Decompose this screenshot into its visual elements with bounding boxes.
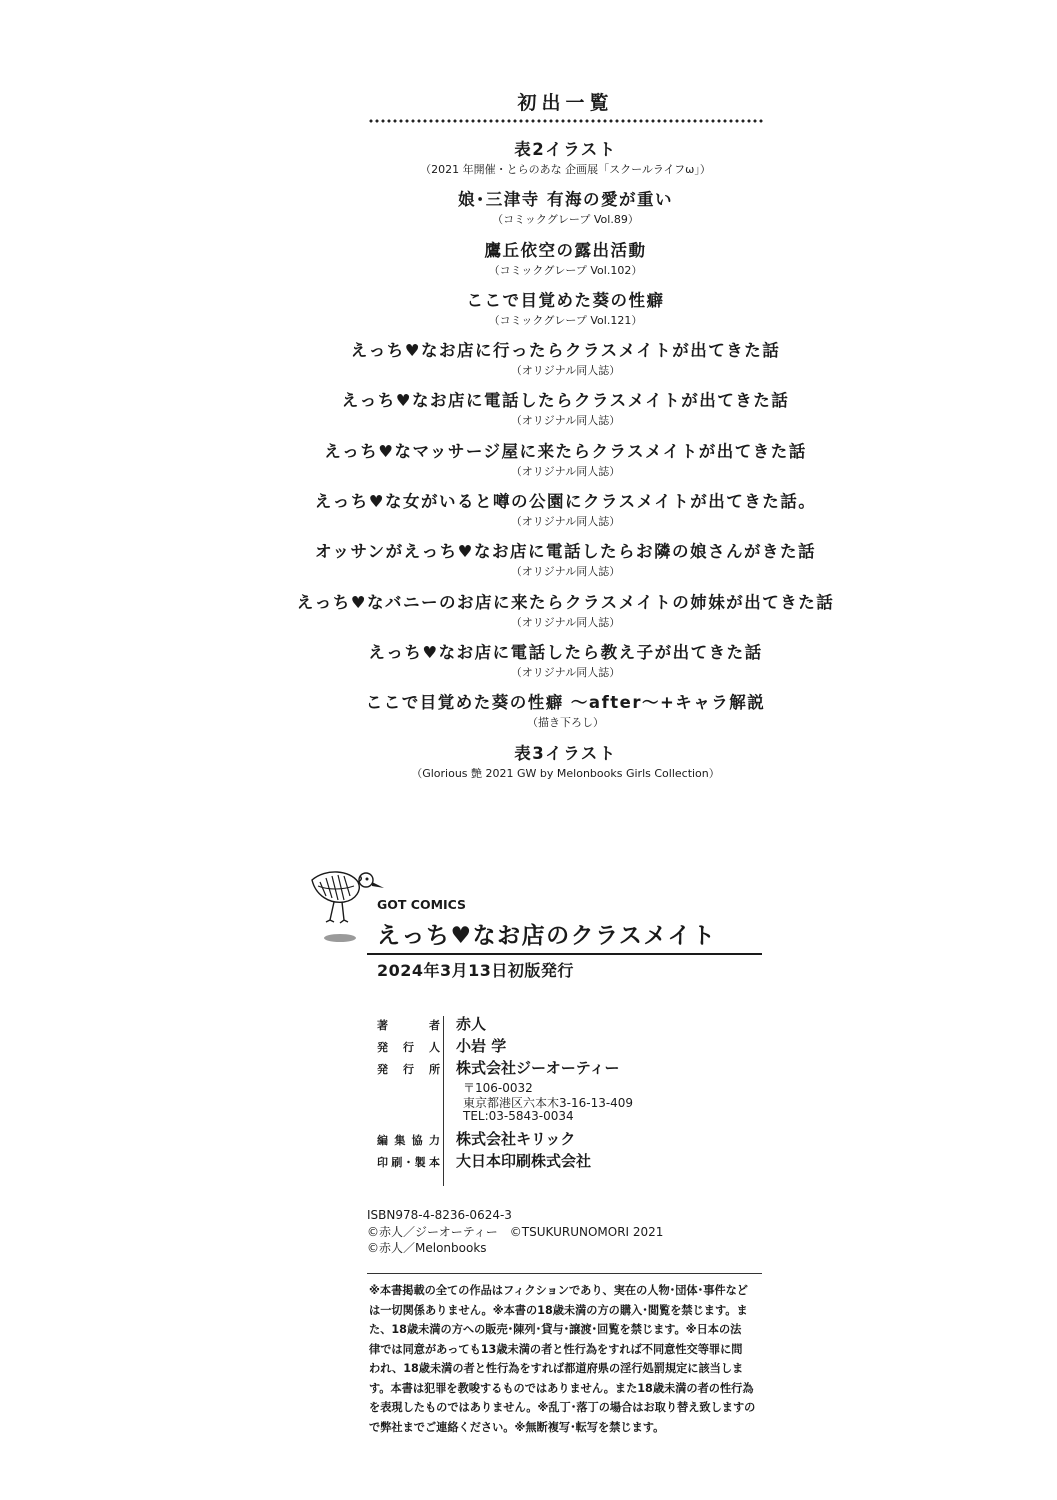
credit-value: 小岩 学 <box>456 1037 507 1055</box>
notice-line: を表現したものではありません。※乱丁･落丁の場合はお取り替え致しますの <box>369 1401 756 1414</box>
publication-date: 2024年3月13日初版発行 <box>377 961 574 980</box>
list-item <box>0 138 1057 188</box>
credit-label: 著者 <box>377 1019 440 1032</box>
first-appearance-list <box>0 138 1057 792</box>
entry-title: ここで目覚めた葵の性癖 <box>466 290 665 310</box>
notice-line: ※本書掲載の全ての作品はフィクションであり、実在の人物･団体･事件など <box>369 1284 748 1297</box>
entry-title: えっち♥なお店に電話したらクラスメイトが出てきた話 <box>341 391 790 411</box>
entry-title: えっち♥な女がいると噂の公園にクラスメイトが出てきた話。 <box>314 492 817 512</box>
entry-source: （オリジナル同人誌） <box>510 615 621 629</box>
series-name: GOT COMICS <box>377 897 467 912</box>
entry-source: （Glorious 艶 2021 GW by Melonbooks Girls Collection） <box>411 766 720 780</box>
entry-title: えっち♥なお店に電話したら教え子が出てきた話 <box>368 642 763 662</box>
notice-line: は一切関係ありません。※本書の18歳未満の方の購入･閲覧を禁じます。ま <box>369 1303 748 1317</box>
credit-row-author <box>377 1013 767 1035</box>
list-item <box>0 540 1057 590</box>
credit-label: 印刷･製本 <box>377 1156 440 1169</box>
credit-row-printing <box>377 1150 767 1172</box>
list-item <box>0 239 1057 289</box>
entry-source: （オリジナル同人誌） <box>510 414 621 428</box>
bird-logo-icon <box>306 860 386 950</box>
credits-table <box>377 1013 767 1172</box>
credit-value: 大日本印刷株式会社 <box>456 1152 592 1170</box>
list-item <box>0 490 1057 540</box>
entry-title: 表3イラスト <box>514 743 617 763</box>
notice-rule <box>367 1273 762 1274</box>
entry-source: （オリジナル同人誌） <box>510 565 621 579</box>
entry-title: 表2イラスト <box>514 140 617 159</box>
notice-line: で弊社までご連絡ください。※無断複写･転写を禁じます。 <box>369 1420 665 1434</box>
notice-line: た、18歳未満の方への販売･陳列･貸与･譲渡･回覧を禁じます。※日本の法 <box>369 1323 742 1336</box>
list-item <box>0 188 1057 238</box>
credit-value: 株式会社キリック <box>456 1130 576 1148</box>
isbn: ISBN978-4-8236-0624-3 <box>367 1208 512 1222</box>
copyright-line: ©赤人／ジーオーティー ©TSUKURUNOMORI 2021 <box>367 1224 664 1239</box>
notice-line: 律では同意があっても13歳未満の者と性行為をすれば不同意性交等罪に問 <box>369 1342 743 1356</box>
publisher-postal: 〒106-0032 <box>463 1081 533 1095</box>
notice-line: われ、18歳未満の者と性行為をすれば都道府県の淫行処罰規定に該当しま <box>369 1362 744 1375</box>
entry-source: （コミックグレープ Vol.89） <box>492 213 639 227</box>
list-item <box>0 591 1057 641</box>
entry-source: （オリジナル同人誌） <box>510 464 621 478</box>
credit-label: 発行人 <box>377 1041 440 1054</box>
list-item <box>0 641 1057 691</box>
credit-row-editing <box>377 1128 767 1150</box>
list-item <box>0 440 1057 490</box>
publisher-address: 東京都港区六本木3-16-13-409 <box>463 1096 634 1110</box>
legal-notice <box>369 1281 764 1437</box>
credit-value: 株式会社ジーオーティー <box>456 1059 620 1077</box>
book-title: えっち♥なお店のクラスメイト <box>377 923 717 949</box>
entry-source: （オリジナル同人誌） <box>510 364 621 378</box>
list-item <box>0 389 1057 439</box>
credit-label: 編集協力 <box>377 1134 440 1147</box>
isbn-copyright-block <box>367 1207 663 1257</box>
entry-title: オッサンがえっち♥なお店に電話したらお隣の娘さんがきた話 <box>315 542 816 562</box>
entry-source: （描き下ろし） <box>527 716 604 730</box>
list-item <box>0 289 1057 339</box>
first-appearance-title: 初出一覧 <box>517 92 614 114</box>
entry-source: （コミックグレープ Vol.102） <box>488 263 643 277</box>
list-item <box>0 742 1057 792</box>
list-item <box>0 691 1057 741</box>
entry-source: （コミックグレープ Vol.121） <box>488 313 643 327</box>
credit-label: 発行所 <box>377 1063 440 1076</box>
entry-title: 鷹丘依空の露出活動 <box>484 240 647 260</box>
credit-value: 赤人 <box>456 1015 487 1033</box>
entry-title: 娘･三津寺 有海の愛が重い <box>458 190 673 210</box>
credit-row-publisher <box>377 1057 767 1079</box>
entry-title: えっち♥なバニーのお店に来たらクラスメイトの姉妹が出てきた話 <box>296 592 835 612</box>
entry-source: （オリジナル同人誌） <box>510 515 621 529</box>
copyright-line: ©赤人／Melonbooks <box>367 1241 487 1255</box>
entry-source: （オリジナル同人誌） <box>510 665 621 679</box>
entry-title: ここで目覚めた葵の性癖 ～after～+キャラ解説 <box>365 693 766 713</box>
credit-row-publisher-person <box>377 1035 767 1057</box>
dotted-divider <box>368 118 764 124</box>
publisher-tel: TEL:03-5843-0034 <box>463 1109 574 1123</box>
entry-title: えっち♥なお店に行ったらクラスメイトが出てきた話 <box>350 341 781 361</box>
list-item <box>0 339 1057 389</box>
entry-source: （2021 年開催・とらのあな 企画展「スクールライフω」） <box>420 163 711 176</box>
entry-title: えっち♥なマッサージ屋に来たらクラスメイトが出てきた話 <box>324 441 807 461</box>
notice-line: す。本書は犯罪を教唆するものではありません。また18歳未満の者の性行為 <box>369 1381 754 1395</box>
title-rule <box>367 953 762 955</box>
